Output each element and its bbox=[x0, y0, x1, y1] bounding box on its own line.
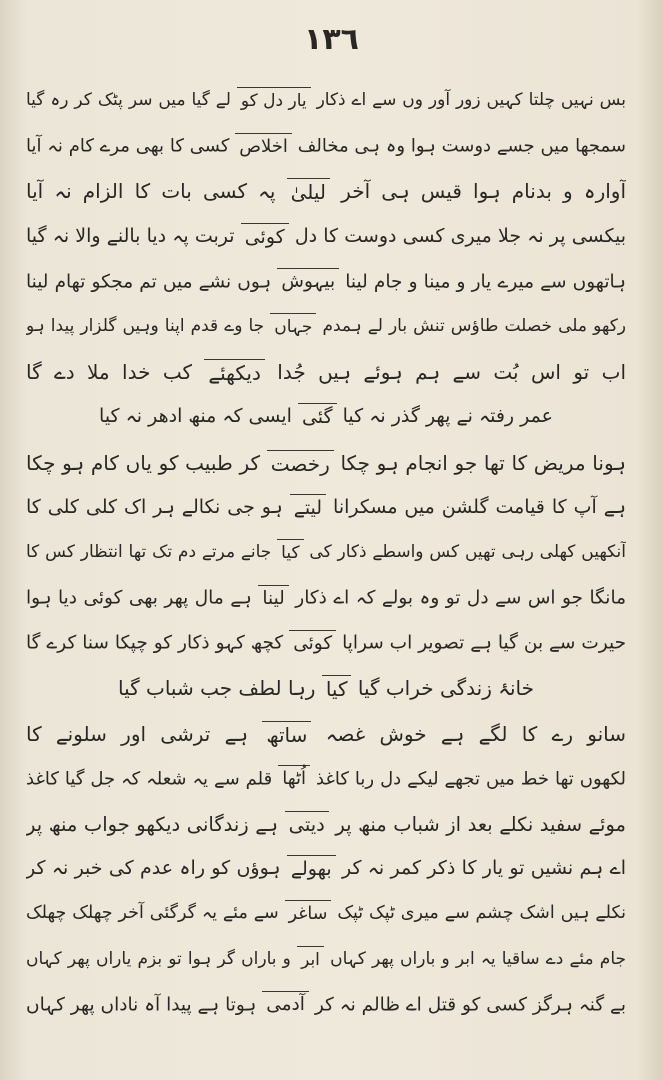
verse-line bbox=[26, 756, 626, 801]
verse-line bbox=[26, 620, 626, 665]
verse-second-half: قلم سے یہ شعلہ کہ جل گیا کاغذ bbox=[26, 768, 273, 790]
verse-first-half: ہاتھوں سے میرے یار و مینا و جام لینا bbox=[345, 271, 626, 293]
verse-first-half: جام مئے دے ساقیا یہ ابر و باراں پھر کہاں bbox=[330, 948, 626, 969]
verse-first-half: موئے سفید نکلے بعد از شباب منھ پر bbox=[335, 812, 626, 836]
verse-overlined-word: یار دل کو bbox=[237, 87, 311, 114]
verse-first-half: سانو رے کا لگے ہے خوش غصہ bbox=[325, 721, 626, 746]
verse-second-half: سے مئے یہ گرگئی آخر چھلک چھلک bbox=[26, 903, 279, 924]
verse-second-half: لے گیا میں سر پٹک کر رہ گیا bbox=[26, 90, 231, 110]
verse-first-half: اے ہم نشیں تو یار کا ذکر کمر نہ کر bbox=[341, 857, 626, 880]
verse-line bbox=[26, 259, 626, 304]
verse-second-half: کب خدا ملا دے گا bbox=[26, 360, 192, 385]
verse-overlined-word: لیتے bbox=[290, 494, 326, 521]
verse-overlined-word: جہاں bbox=[270, 313, 316, 340]
verse-first-half: بس نہیں چلتا کہیں زور آور وں سے اے ذکار bbox=[316, 90, 626, 110]
verse-overlined-word: بھولے bbox=[287, 855, 336, 882]
verse-second-half: رہا لطف جب شباب گیا bbox=[117, 676, 316, 701]
verse-second-half: ہے ترشی اور سلونے کا bbox=[26, 721, 249, 746]
verse-first-half: اب تو اس بُت سے ہم ہوئے ہیں جُدا bbox=[277, 360, 626, 385]
verse-second-half: ہو جی نکالے ہر اک کلی کلی کا bbox=[26, 495, 283, 518]
verse-first-half: خانۂ زندگی خراب گیا bbox=[357, 676, 535, 701]
verse-second-half: ہوں نشے میں تم مجکو تھام لینا bbox=[26, 271, 272, 293]
verse-overlined-word: گئی bbox=[298, 403, 337, 430]
verse-first-half: آوارہ و بدنام ہوا قیس ہی آخر bbox=[341, 179, 626, 204]
verse-first-half: رکھو ملی خصلت طاؤس تنش بار لے ہمدم bbox=[322, 315, 626, 336]
verse-line bbox=[26, 214, 626, 259]
verse-line bbox=[26, 123, 626, 168]
verse-line bbox=[26, 575, 626, 620]
verse-overlined-word: کیا bbox=[322, 675, 352, 702]
verse-second-half: ہوؤں کو راہ عدم کی خبر نہ کر bbox=[26, 857, 281, 880]
verse-overlined-word: اُٹھا bbox=[278, 765, 310, 792]
verse-first-half: ہے آپ کا قیامت گلشن میں مسکرانا bbox=[333, 495, 626, 518]
verse-line bbox=[26, 982, 626, 1027]
verse-second-half: تربت پہ دیا بالنے والا نہ گیا bbox=[26, 224, 235, 247]
verse-first-half: عمر رفتہ نے پھر گذر نہ کیا bbox=[342, 405, 553, 428]
verse-overlined-word: آدمی bbox=[262, 991, 309, 1018]
verse-second-half: ایسی کہ منھ ادھر نہ کیا bbox=[99, 405, 292, 428]
verse-line bbox=[26, 349, 626, 394]
verse-second-half: پہ کسی بات کا الزام نہ آیا bbox=[26, 179, 276, 204]
verse-line bbox=[26, 304, 626, 349]
verse-first-half: بیکسی پر نہ جلا میری کسی دوست کا دل bbox=[294, 224, 626, 247]
verse-overlined-word: کوئی bbox=[289, 630, 336, 657]
verse-second-half: کسی کا بھی مرے کام نہ آیا bbox=[26, 135, 230, 157]
verse-second-half: ہوتا ہے پیدا آہ ناداں پھر کہاں bbox=[26, 994, 257, 1016]
verse-line bbox=[26, 891, 626, 936]
verse-overlined-word: دیتی bbox=[285, 811, 329, 838]
verse-overlined-word: ساغر bbox=[285, 900, 332, 927]
verse-line bbox=[26, 846, 626, 891]
verse-first-half: لکھوں تھا خط میں تجھے لیکے دل ربا کاغذ bbox=[316, 768, 626, 790]
verse-second-half: جانے مرتے دم تک تھا انتظار کس کا bbox=[26, 541, 272, 562]
verse-second-half: ہے مال پھر بھی کوئی دیا ہوا bbox=[26, 587, 252, 609]
verse-first-half: آنکھیں کھلی رہی تھیں کس واسطے ذکار کی bbox=[309, 541, 626, 562]
verse-overlined-word: ابر bbox=[297, 946, 324, 973]
verse-first-half: بے گنہ ہرگز کسی کو قتل اے ظالم نہ کر bbox=[314, 994, 626, 1016]
verse-first-half: حیرت سے بن گیا ہے تصویر اب سراپا bbox=[342, 632, 626, 654]
verse-overlined-word: رخصت bbox=[267, 450, 334, 477]
verse-first-half: ہونا مریض کا تھا جو انجام ہو چکا bbox=[340, 450, 626, 475]
verse-line bbox=[26, 394, 626, 439]
verse-overlined-word: کوئی bbox=[241, 223, 289, 250]
verse-line bbox=[26, 168, 626, 213]
verse-second-half: و باراں گر ہوا تو بزم یاراں پھر کہاں bbox=[26, 948, 291, 969]
verse-overlined-word: ساتھ bbox=[262, 721, 311, 748]
page-number: ١٣٦ bbox=[304, 22, 359, 57]
verse-line bbox=[26, 801, 626, 846]
verse-overlined-word: لیلیٰ bbox=[287, 178, 330, 205]
verse-overlined-word: لینا bbox=[258, 585, 288, 612]
verse-first-half: نکلے ہیں اشک چشم سے میری ٹپک ٹپک bbox=[337, 903, 626, 924]
verse-second-half: ہے زندگانی دیکھو جواب منھ پر bbox=[26, 812, 279, 836]
verse-line bbox=[26, 530, 626, 575]
verse-line bbox=[26, 711, 626, 756]
verse-overlined-word: کیا bbox=[277, 539, 303, 566]
verse-first-half: مانگا جو اس سے دل تو وہ بولے کہ اے ذکار bbox=[295, 587, 626, 609]
verse-second-half: کر طبیب کو یاں کام ہو چکا bbox=[26, 450, 261, 475]
verse-line bbox=[26, 485, 626, 530]
verse-line bbox=[26, 440, 626, 485]
verse-overlined-word: اخلاص bbox=[235, 133, 292, 160]
verse-first-half: سمجھا میں جسے دوست ہوا وہ ہی مخالف bbox=[297, 135, 626, 157]
verse-second-half: جا وے قدم اپنا وہیں گلزار پیدا ہو bbox=[26, 315, 265, 336]
verse-line bbox=[26, 665, 626, 710]
verse-line bbox=[26, 78, 626, 123]
poem-lines bbox=[26, 78, 626, 1027]
verse-line bbox=[26, 937, 626, 982]
verse-overlined-word: دیکھئے bbox=[204, 359, 265, 386]
verse-second-half: کچھ کہو ذکار کو چپکا سنا کرے گا bbox=[26, 632, 284, 654]
verse-overlined-word: بیہوش bbox=[277, 268, 339, 295]
